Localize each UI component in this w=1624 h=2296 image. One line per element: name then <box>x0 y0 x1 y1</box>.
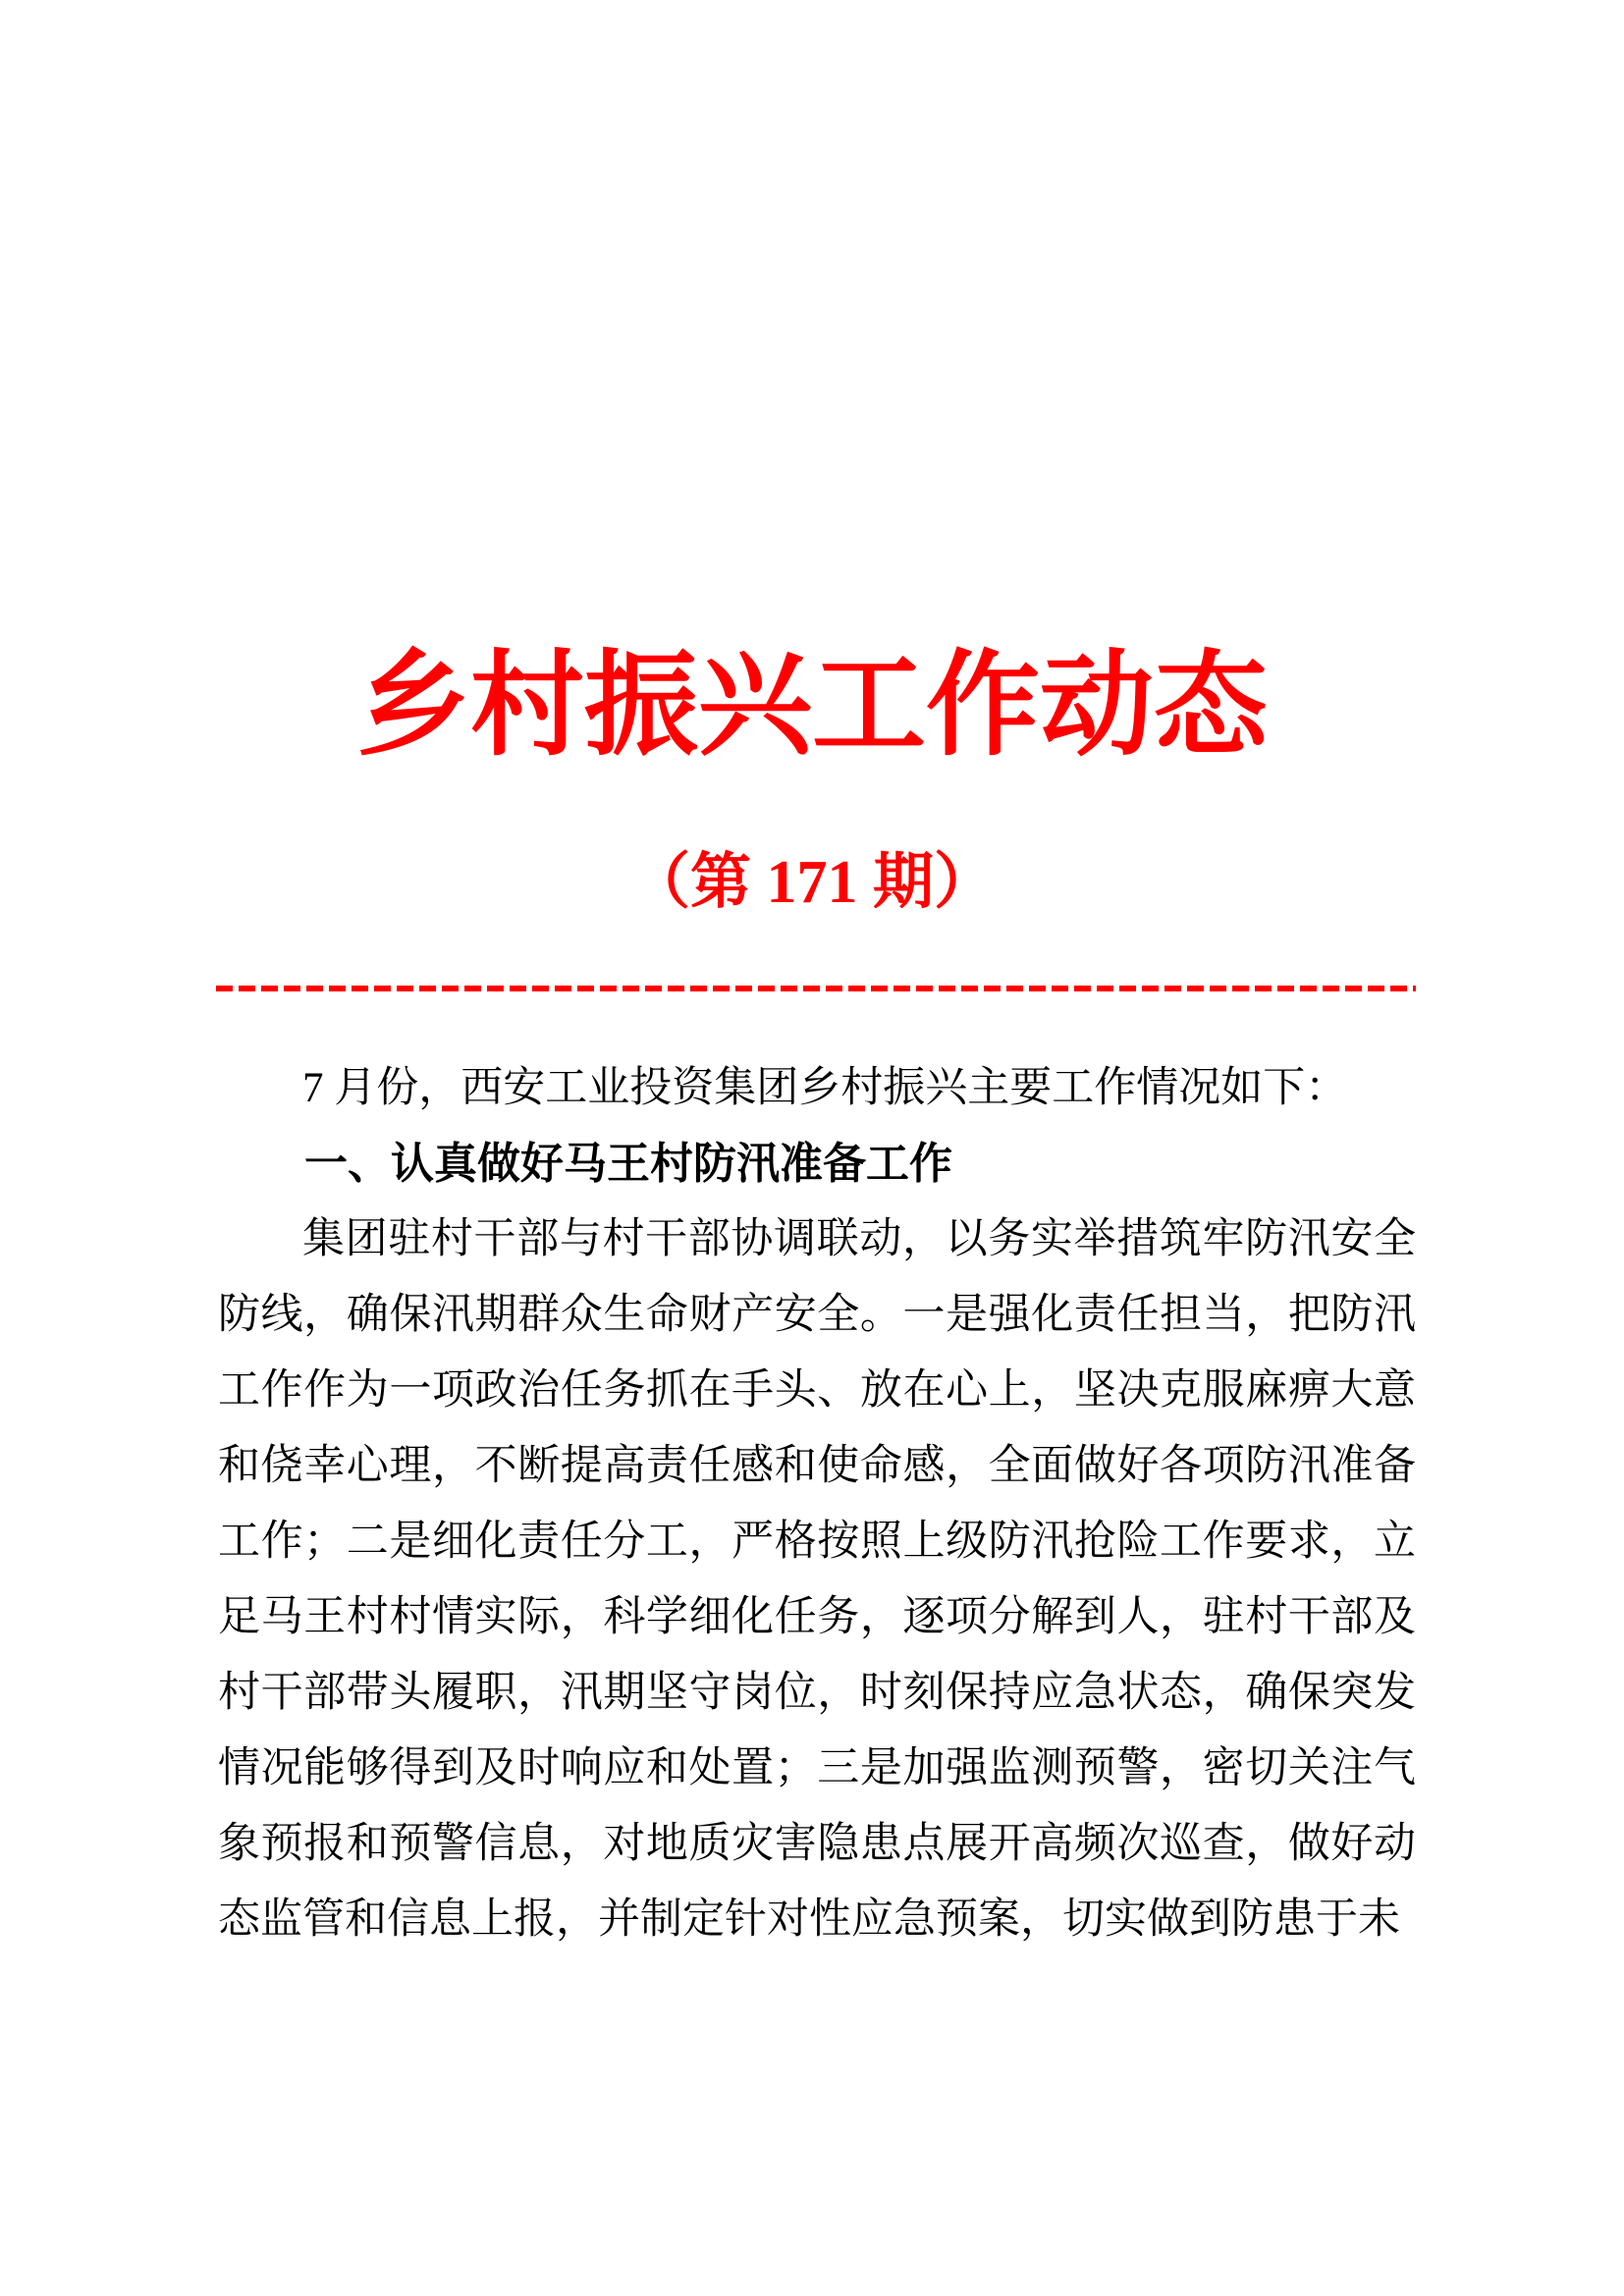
bulletin-title: 乡村振兴工作动态 <box>356 644 1268 770</box>
section-1-heading: 一、认真做好马王村防汛准备工作 <box>304 1140 952 1188</box>
document-body <box>218 1050 1416 1957</box>
issue-number: （第 171 期） <box>628 849 995 916</box>
intro-paragraph: 7 月份，西安工业投资集团乡村振兴主要工作情况如下： <box>302 1065 1348 1111</box>
red-dashed-divider <box>216 986 1416 991</box>
section-1-paragraph: 集团驻村干部与村干部协调联动，以务实举措筑牢防汛安全防线，确保汛期群众生命财产安全。一是强化责任担当，把防汛工作作为一项政治任务抓在手头、放在心上，坚决克服麻痹大意和侥幸心理，不断提高责任感和使命感，全面做好各项防汛准备工作；二是细化责任分工，严格按照上级防汛抢险工作要求，立足马王村村情实际，科学细化任务，逐项分解到人，驻村干部及村干部带头履职，汛期坚守岗位，时刻保持应急状态，确保突发情况能够得到及时响应和处置；三是加强监测预警，密切关注气象预报和预警信息，对地质灾害隐患点展开高频次巡查，做好动态监管和信息上报，并制定针对性应急预案，切实做到防患于未 <box>218 1216 1416 1943</box>
